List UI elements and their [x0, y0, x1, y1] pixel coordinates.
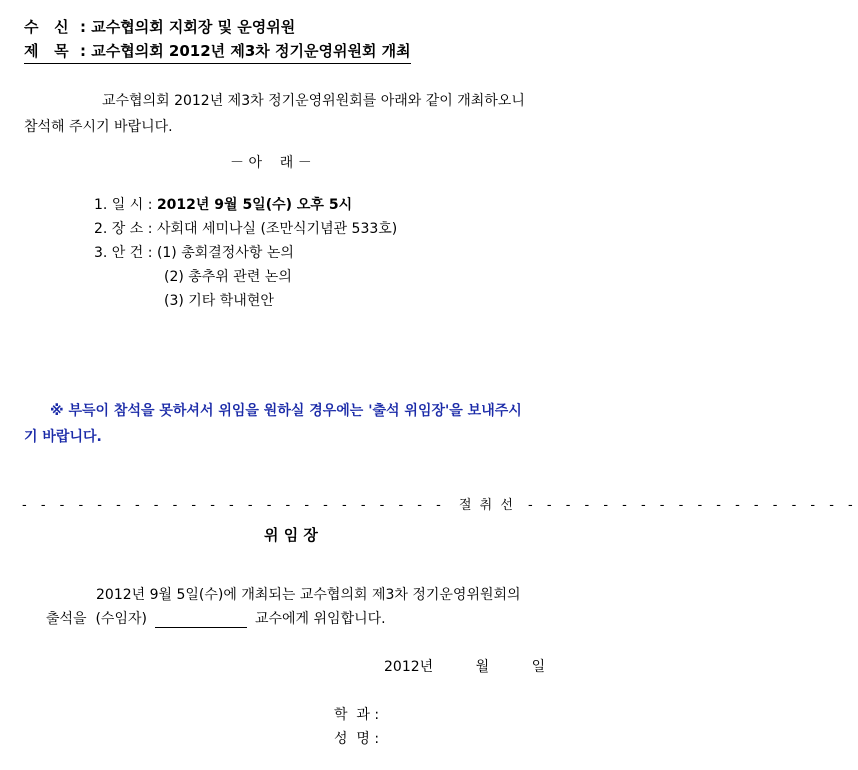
- cut-line: [22, 494, 858, 513]
- intro-line-1: 교수협의회 2012년 제3차 정기운영위원회를 아래와 같이 개최하오니: [102, 93, 525, 109]
- subject-colon: :: [80, 42, 86, 60]
- place-value: 사회대 세미나실 (조만식기념관 533호): [156, 221, 398, 237]
- proxy-title: 위 임 장: [264, 526, 318, 544]
- proxy-date: [384, 656, 545, 676]
- proxy-date-day: 일: [531, 659, 546, 675]
- detail-agenda: [94, 242, 294, 262]
- recipient-value: 교수협의회 지회장 및 운영위원: [91, 18, 296, 36]
- detail-place: [94, 218, 397, 238]
- agenda-label: 3. 안 건 :: [94, 245, 153, 261]
- agenda-item-1: (1) 총회결정사항 논의: [156, 245, 294, 261]
- cut-line-dashes-left: - - - - - - - - - - - - - - - - - - - - - - -: [22, 498, 446, 513]
- proxy-name-blank[interactable]: [155, 613, 247, 628]
- proxy-line-2: [46, 608, 386, 628]
- intro-line-2: 참석해 주시기 바랍니다.: [24, 119, 173, 135]
- cut-line-dashes-right: - - - - - - - - - - - - - - - - - -: [528, 498, 858, 513]
- proxy-line-1: 2012년 9월 5일(수)에 개최되는 교수협의회 제3차 정기운영위원회의: [96, 587, 521, 603]
- subject-row: [24, 40, 411, 64]
- notice-line-2: 기 바랍니다.: [24, 429, 102, 445]
- place-label: 2. 장 소 :: [94, 221, 153, 237]
- date-value: 2012년 9월 5일(수) 오후 5시: [156, 197, 353, 213]
- proxy-line-2-post: 교수에게 위임합니다.: [254, 611, 386, 627]
- cut-line-label: 절 취 선: [458, 498, 515, 513]
- proxy-line-2-pre: 출석을 (수임자): [46, 611, 147, 627]
- below-heading: － 아 래 －: [230, 155, 312, 171]
- subject-label: 제 목: [24, 42, 69, 60]
- proxy-date-month: 월: [475, 659, 490, 675]
- proxy-name-label: 성 명 :: [334, 731, 380, 747]
- recipient-label: 수 신: [24, 18, 69, 36]
- date-label: 1. 일 시 :: [94, 197, 153, 213]
- proxy-dept-label: 학 과 :: [334, 707, 380, 723]
- recipient-colon: :: [80, 18, 86, 36]
- subject-value: 교수협의회 2012년 제3차 정기운영위원회 개최: [91, 42, 411, 60]
- proxy-date-year: 2012년: [384, 659, 434, 675]
- notice-line-1: ※ 부득이 참석을 못하셔서 위임을 원하실 경우에는 '출석 위임장'을 보내주시: [50, 403, 522, 419]
- agenda-item-2: (2) 총추위 관련 논의: [164, 269, 292, 285]
- recipient-row: [24, 16, 295, 37]
- detail-date: [94, 194, 352, 214]
- agenda-item-3: (3) 기타 학내현안: [164, 293, 274, 309]
